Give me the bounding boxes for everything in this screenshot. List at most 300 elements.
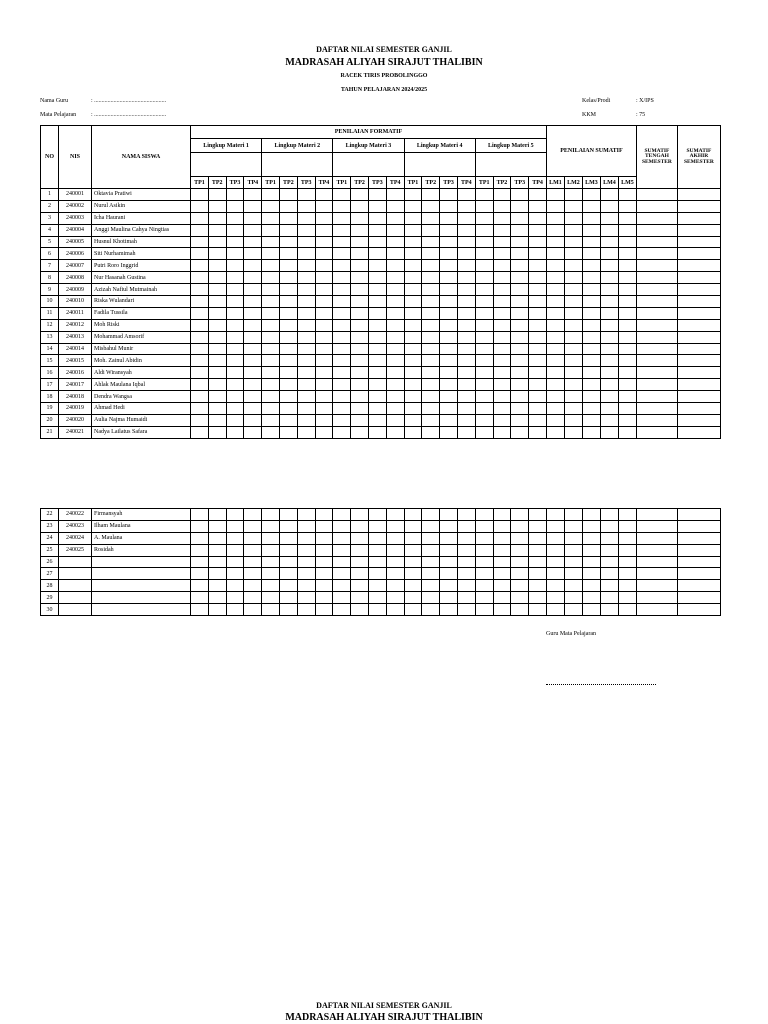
score-cell (422, 224, 440, 236)
score-cell (529, 248, 547, 260)
score-cell (244, 272, 262, 284)
score-cell (440, 355, 458, 367)
score-cell (404, 284, 422, 296)
score-cell (529, 212, 547, 224)
score-cell (582, 568, 600, 580)
score-cell (618, 200, 636, 212)
score-cell (279, 532, 297, 544)
score-cell (564, 319, 582, 331)
score-cell (546, 224, 564, 236)
header-nama-siswa: NAMA SISWA (92, 126, 191, 189)
score-cell (368, 260, 386, 272)
score-cell (564, 414, 582, 426)
score-cell (386, 414, 404, 426)
score-cell (493, 296, 511, 308)
signature-line (546, 684, 656, 685)
header-tp: TP4 (386, 177, 404, 189)
score-cell (279, 307, 297, 319)
score-cell (386, 248, 404, 260)
score-cell (226, 391, 244, 403)
score-cell (600, 509, 618, 521)
score-cell (404, 331, 422, 343)
score-cell (422, 284, 440, 296)
score-cell (511, 556, 529, 568)
score-cell (457, 236, 475, 248)
score-cell (529, 224, 547, 236)
score-cell (636, 355, 677, 367)
score-cell (564, 224, 582, 236)
score-cell (422, 403, 440, 415)
student-nis: 240004 (59, 224, 92, 236)
score-cell (404, 224, 422, 236)
student-nis (59, 580, 92, 592)
header-lingkup-blank (191, 153, 262, 177)
score-cell (226, 355, 244, 367)
score-cell (208, 355, 226, 367)
score-cell (244, 260, 262, 272)
score-cell (511, 248, 529, 260)
score-cell (279, 296, 297, 308)
score-cell (315, 319, 333, 331)
score-cell (564, 331, 582, 343)
score-cell (636, 520, 677, 532)
score-cell (636, 592, 677, 604)
score-cell (511, 544, 529, 556)
score-cell (440, 556, 458, 568)
score-cell (368, 284, 386, 296)
score-cell (368, 212, 386, 224)
score-cell (244, 236, 262, 248)
score-cell (457, 189, 475, 201)
score-cell (244, 343, 262, 355)
header-tp: TP1 (333, 177, 351, 189)
score-cell (493, 212, 511, 224)
score-cell (244, 604, 262, 616)
score-cell (208, 556, 226, 568)
score-cell (333, 355, 351, 367)
score-cell (386, 520, 404, 532)
score-cell (315, 212, 333, 224)
academic-year: TAHUN PELAJARAN 2024/2025 (340, 87, 428, 93)
student-nis: 240002 (59, 200, 92, 212)
score-cell (191, 212, 209, 224)
score-cell (618, 544, 636, 556)
score-cell (457, 520, 475, 532)
score-cell (315, 272, 333, 284)
score-cell (582, 367, 600, 379)
score-cell (297, 580, 315, 592)
student-name: Azizah Nafiul Mutmainah (92, 284, 191, 296)
score-cell (351, 604, 369, 616)
score-cell (368, 556, 386, 568)
student-no: 20 (41, 414, 59, 426)
score-cell (386, 379, 404, 391)
score-cell (208, 189, 226, 201)
score-cell (493, 426, 511, 438)
score-cell (368, 414, 386, 426)
student-row (41, 580, 721, 592)
score-cell (191, 379, 209, 391)
grade-table (40, 125, 721, 439)
score-cell (618, 248, 636, 260)
student-name: Ahmad Hedi (92, 403, 191, 415)
student-no: 14 (41, 343, 59, 355)
score-cell (511, 568, 529, 580)
score-cell (677, 189, 720, 201)
student-nis: 240006 (59, 248, 92, 260)
score-cell (404, 379, 422, 391)
score-cell (475, 414, 493, 426)
score-cell (244, 592, 262, 604)
score-cell (262, 236, 280, 248)
score-cell (636, 260, 677, 272)
score-cell (440, 319, 458, 331)
score-cell (677, 556, 720, 568)
student-no: 5 (41, 236, 59, 248)
score-cell (279, 189, 297, 201)
score-cell (422, 604, 440, 616)
student-row (41, 212, 721, 224)
score-cell (582, 212, 600, 224)
student-row (41, 272, 721, 284)
header-tp: TP1 (475, 177, 493, 189)
student-name (92, 592, 191, 604)
student-no: 23 (41, 520, 59, 532)
header-sumatif-tengah-semester: SUMATIF TENGAH SEMESTER (636, 126, 677, 189)
score-cell (677, 272, 720, 284)
score-cell (351, 355, 369, 367)
score-cell (368, 544, 386, 556)
score-cell (404, 343, 422, 355)
score-cell (368, 343, 386, 355)
score-cell (582, 236, 600, 248)
score-cell (262, 379, 280, 391)
score-cell (422, 296, 440, 308)
score-cell (315, 520, 333, 532)
header-tp: TP3 (297, 177, 315, 189)
header-lingkup-materi-3: Lingkup Materi 3 (333, 139, 404, 153)
header-tp: TP4 (529, 177, 547, 189)
student-no: 9 (41, 284, 59, 296)
score-cell (191, 568, 209, 580)
score-cell (279, 509, 297, 521)
score-cell (279, 367, 297, 379)
score-cell (279, 343, 297, 355)
score-cell (333, 604, 351, 616)
score-cell (511, 391, 529, 403)
header-lingkup-blank (404, 153, 475, 177)
score-cell (475, 532, 493, 544)
score-cell (529, 556, 547, 568)
score-cell (191, 367, 209, 379)
score-cell (457, 414, 475, 426)
score-cell (511, 200, 529, 212)
score-cell (351, 319, 369, 331)
score-cell (297, 367, 315, 379)
score-cell (529, 343, 547, 355)
score-cell (404, 426, 422, 438)
kkm-label: KKM (582, 112, 597, 118)
score-cell (440, 224, 458, 236)
student-no: 12 (41, 319, 59, 331)
score-cell (564, 236, 582, 248)
score-cell (422, 568, 440, 580)
score-cell (297, 520, 315, 532)
score-cell (368, 272, 386, 284)
score-cell (191, 319, 209, 331)
score-cell (279, 355, 297, 367)
score-cell (511, 379, 529, 391)
score-cell (404, 212, 422, 224)
score-cell (386, 568, 404, 580)
score-cell (564, 260, 582, 272)
score-cell (226, 224, 244, 236)
score-cell (333, 260, 351, 272)
score-cell (386, 592, 404, 604)
student-row (41, 236, 721, 248)
score-cell (677, 212, 720, 224)
student-name: Putri Roro Inggrid (92, 260, 191, 272)
score-cell (262, 426, 280, 438)
header-tp: TP2 (279, 177, 297, 189)
score-cell (440, 592, 458, 604)
score-cell (386, 260, 404, 272)
score-cell (422, 520, 440, 532)
score-cell (244, 367, 262, 379)
score-cell (208, 260, 226, 272)
score-cell (208, 200, 226, 212)
score-cell (244, 580, 262, 592)
score-cell (600, 592, 618, 604)
score-cell (315, 580, 333, 592)
student-no: 27 (41, 568, 59, 580)
score-cell (618, 414, 636, 426)
score-cell (636, 343, 677, 355)
score-cell (191, 592, 209, 604)
score-cell (475, 272, 493, 284)
score-cell (351, 212, 369, 224)
score-cell (386, 224, 404, 236)
header-nis: NIS (59, 126, 92, 189)
score-cell (297, 509, 315, 521)
score-cell (368, 403, 386, 415)
score-cell (368, 391, 386, 403)
header-lingkup-materi-5: Lingkup Materi 5 (475, 139, 546, 153)
score-cell (208, 580, 226, 592)
score-cell (315, 568, 333, 580)
score-cell (677, 343, 720, 355)
score-cell (333, 212, 351, 224)
score-cell (262, 592, 280, 604)
score-cell (546, 355, 564, 367)
score-cell (493, 260, 511, 272)
student-name: Siti Nurhamimah (92, 248, 191, 260)
score-cell (208, 248, 226, 260)
student-row (41, 509, 721, 521)
score-cell (618, 580, 636, 592)
score-cell (582, 272, 600, 284)
score-cell (404, 189, 422, 201)
score-cell (262, 260, 280, 272)
score-cell (279, 604, 297, 616)
score-cell (546, 367, 564, 379)
score-cell (457, 355, 475, 367)
student-nis: 240013 (59, 331, 92, 343)
student-row (41, 532, 721, 544)
guru-value: : ................................................ (91, 98, 167, 104)
score-cell (475, 379, 493, 391)
score-cell (333, 248, 351, 260)
score-cell (333, 224, 351, 236)
score-cell (618, 224, 636, 236)
score-cell (564, 426, 582, 438)
score-cell (677, 200, 720, 212)
score-cell (351, 568, 369, 580)
score-cell (351, 556, 369, 568)
score-cell (404, 556, 422, 568)
score-cell (297, 391, 315, 403)
score-cell (333, 532, 351, 544)
grade-table-body (41, 189, 721, 439)
score-cell (191, 544, 209, 556)
header-lm: LM1 (546, 177, 564, 189)
score-cell (564, 200, 582, 212)
student-name: Rosidah (92, 544, 191, 556)
score-cell (618, 284, 636, 296)
score-cell (564, 568, 582, 580)
score-cell (546, 604, 564, 616)
score-cell (244, 284, 262, 296)
score-cell (600, 200, 618, 212)
score-cell (582, 592, 600, 604)
score-cell (618, 189, 636, 201)
score-cell (582, 379, 600, 391)
score-cell (440, 403, 458, 415)
header-no: NO (41, 126, 59, 189)
score-cell (475, 200, 493, 212)
score-cell (226, 426, 244, 438)
score-cell (208, 568, 226, 580)
score-cell (636, 367, 677, 379)
header-penilaian-sumatif: PENILAIAN SUMATIF (546, 126, 636, 177)
school-address: RACEK TIRIS PROBOLINGGO (340, 73, 428, 79)
score-cell (529, 319, 547, 331)
score-cell (546, 379, 564, 391)
student-no: 28 (41, 580, 59, 592)
score-cell (493, 307, 511, 319)
score-cell (529, 532, 547, 544)
score-cell (351, 403, 369, 415)
score-cell (351, 248, 369, 260)
score-cell (226, 200, 244, 212)
score-cell (582, 355, 600, 367)
score-cell (440, 568, 458, 580)
score-cell (191, 509, 209, 521)
student-name: Anggi Maulina Cahya Ningtias (92, 224, 191, 236)
score-cell (404, 200, 422, 212)
score-cell (457, 200, 475, 212)
score-cell (600, 260, 618, 272)
score-cell (564, 212, 582, 224)
score-cell (636, 331, 677, 343)
score-cell (546, 556, 564, 568)
score-cell (226, 509, 244, 521)
score-cell (262, 224, 280, 236)
score-cell (262, 212, 280, 224)
score-cell (564, 403, 582, 415)
score-cell (636, 248, 677, 260)
score-cell (333, 379, 351, 391)
score-cell (191, 532, 209, 544)
score-cell (564, 592, 582, 604)
header-lingkup-blank (475, 153, 546, 177)
score-cell (191, 556, 209, 568)
score-cell (677, 568, 720, 580)
score-cell (262, 343, 280, 355)
score-cell (368, 520, 386, 532)
score-cell (351, 426, 369, 438)
score-cell (636, 296, 677, 308)
score-cell (208, 509, 226, 521)
score-cell (351, 544, 369, 556)
score-cell (244, 355, 262, 367)
score-cell (226, 331, 244, 343)
score-cell (618, 307, 636, 319)
score-cell (333, 580, 351, 592)
score-cell (297, 414, 315, 426)
student-name (92, 556, 191, 568)
score-cell (279, 568, 297, 580)
score-cell (297, 284, 315, 296)
score-cell (457, 212, 475, 224)
score-cell (191, 604, 209, 616)
score-cell (440, 272, 458, 284)
score-cell (279, 284, 297, 296)
student-row (41, 403, 721, 415)
score-cell (493, 331, 511, 343)
score-cell (226, 343, 244, 355)
score-cell (677, 532, 720, 544)
score-cell (677, 379, 720, 391)
student-row (41, 248, 721, 260)
score-cell (333, 200, 351, 212)
score-cell (677, 224, 720, 236)
student-row (41, 224, 721, 236)
student-nis: 240007 (59, 260, 92, 272)
student-nis: 240017 (59, 379, 92, 391)
student-nis: 240018 (59, 391, 92, 403)
score-cell (208, 296, 226, 308)
score-cell (511, 189, 529, 201)
student-nis: 240003 (59, 212, 92, 224)
score-cell (279, 260, 297, 272)
student-name (92, 604, 191, 616)
score-cell (457, 224, 475, 236)
score-cell (582, 296, 600, 308)
score-cell (333, 319, 351, 331)
score-cell (636, 224, 677, 236)
score-cell (564, 520, 582, 532)
score-cell (564, 544, 582, 556)
score-cell (368, 189, 386, 201)
student-row (41, 331, 721, 343)
score-cell (404, 592, 422, 604)
score-cell (226, 272, 244, 284)
score-cell (475, 343, 493, 355)
score-cell (636, 403, 677, 415)
score-cell (582, 520, 600, 532)
score-cell (618, 592, 636, 604)
